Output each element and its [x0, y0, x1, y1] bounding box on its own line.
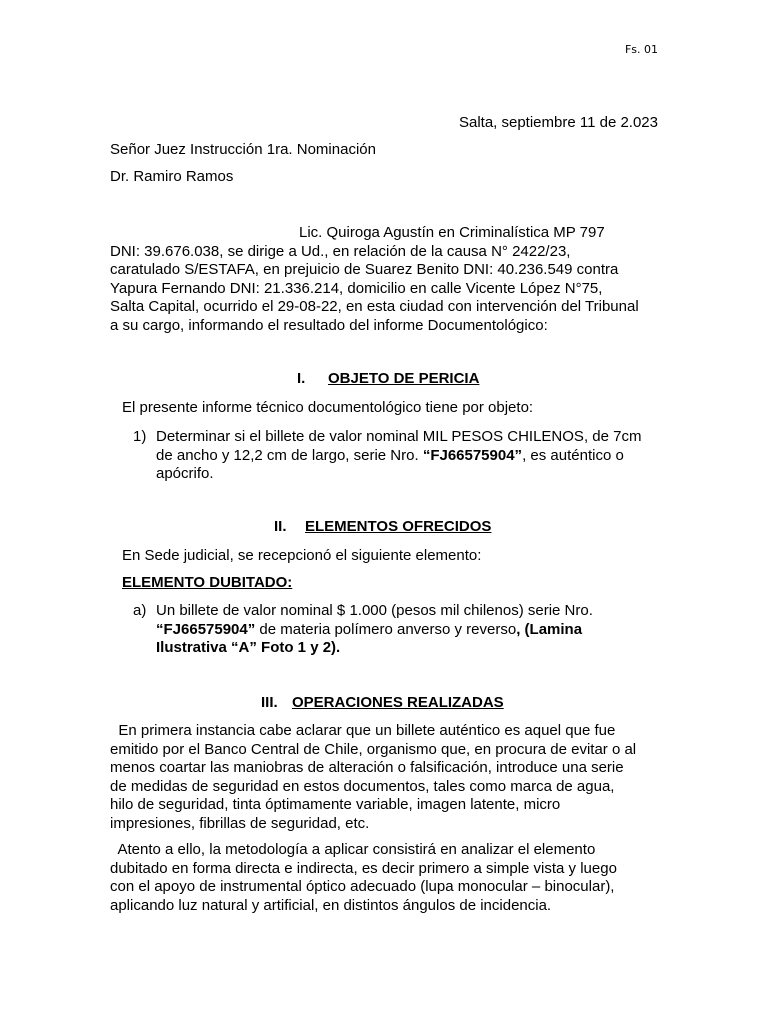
operaciones-paragraph-2 [110, 841, 617, 915]
serial-number: “FJ66575904” [422, 446, 523, 464]
elementos-intro [122, 547, 481, 566]
intro-line: a su cargo, informando el resultado del informe Documentológico: [110, 316, 548, 334]
section-number: II. [274, 518, 287, 535]
intro-line: Yapura Fernando DNI: 21.336.214, domicilio en calle Vicente López N°75, [110, 279, 603, 297]
list-item-body [156, 428, 641, 484]
list-item-body [156, 602, 593, 658]
section-title: ELEMENTOS OFRECIDOS [305, 518, 492, 535]
paragraph-line: de medidas de seguridad en estos documentos, tales como marca de agua, [110, 777, 615, 795]
paragraph-line: impresiones, fibrillas de seguridad, etc. [110, 814, 370, 832]
section-title: OPERACIONES REALIZADAS [292, 694, 504, 711]
operaciones-paragraph-1 [110, 722, 636, 833]
elementos-intro-text: En Sede judicial, se recepcionó el siguiente elemento: [122, 547, 482, 564]
intro-paragraph [110, 224, 670, 335]
paragraph-line: Atento a ello, la metodología a aplicar consistirá en analizar el elemento [110, 841, 596, 858]
section-title: OBJETO DE PERICIA [328, 370, 480, 387]
section-number: III. [261, 694, 278, 711]
list-marker: 1) [133, 428, 147, 445]
list-item-line [156, 621, 593, 640]
folio-number: Fs. 01 [624, 43, 658, 56]
list-item-line: apócrifo. [156, 465, 214, 482]
paragraph-line: con el apoyo de instrumental óptico adecuado (lupa monocular – binocular), [110, 878, 615, 895]
addressee-judge: Señor Juez Instrucción 1ra. Nominación [110, 141, 376, 158]
serial-number: “FJ66575904” [156, 620, 256, 638]
intro-line: caratulado S/ESTAFA, en prejuicio de Suarez Benito DNI: 40.236.549 contra [110, 261, 619, 278]
list-item-line [156, 447, 641, 466]
paragraph-line: dubitado en forma directa e indirecta, es decir primero a simple vista y luego [110, 859, 617, 877]
paragraph-line: En primera instancia cabe aclarar que un billete auténtico es aquel que fue [110, 722, 616, 739]
section-heading-elementos [274, 518, 491, 537]
paragraph-line: hilo de seguridad, tinta óptimamente variable, imagen latente, micro [110, 796, 561, 813]
list-item-text: , es auténtico o [522, 446, 624, 464]
section-heading-operaciones [261, 694, 504, 713]
paragraph-line: aplicando luz natural y artificial, en distintos ángulos de incidencia. [110, 896, 552, 914]
intro-line: Lic. Quiroga Agustín en Criminalística MP 797 [299, 224, 605, 241]
paragraph-line: emitido por el Banco Central de Chile, organismo que, en procura de evitar o al [110, 740, 637, 758]
addressee-name: Dr. Ramiro Ramos [110, 168, 234, 185]
section-heading-objeto [297, 370, 479, 389]
objeto-intro [122, 399, 533, 418]
list-item-line: Determinar si el billete de valor nominal MIL PESOS CHILENOS, de 7cm [156, 428, 642, 445]
lamina-reference: Ilustrativa “A” Foto 1 y 2). [156, 639, 341, 656]
lamina-reference: , (Lamina [516, 620, 583, 638]
intro-line: DNI: 39.676.038, se dirige a Ud., en relación de la causa N° 2422/23, [110, 242, 571, 260]
paragraph-line: menos coartar las maniobras de alteración o falsificación, introduce una serie [110, 759, 624, 776]
list-item-line: Un billete de valor nominal $ 1.000 (pesos mil chilenos) serie Nro. [156, 602, 593, 619]
section-number: I. [297, 370, 306, 387]
objeto-intro-text: El presente informe técnico documentológico tiene por objeto: [122, 399, 534, 416]
list-item-text: de ancho y 12,2 cm de largo, serie Nro. [156, 446, 423, 464]
date-line: Salta, septiembre 11 de 2.023 [458, 114, 658, 131]
list-item-text: de materia polímero anverso y reverso [255, 620, 517, 638]
list-marker: a) [133, 602, 147, 619]
elemento-dubitado-label: ELEMENTO DUBITADO: [122, 574, 293, 591]
intro-line: Salta Capital, ocurrido el 29-08-22, en esta ciudad con intervención del Tribunal [110, 298, 639, 315]
